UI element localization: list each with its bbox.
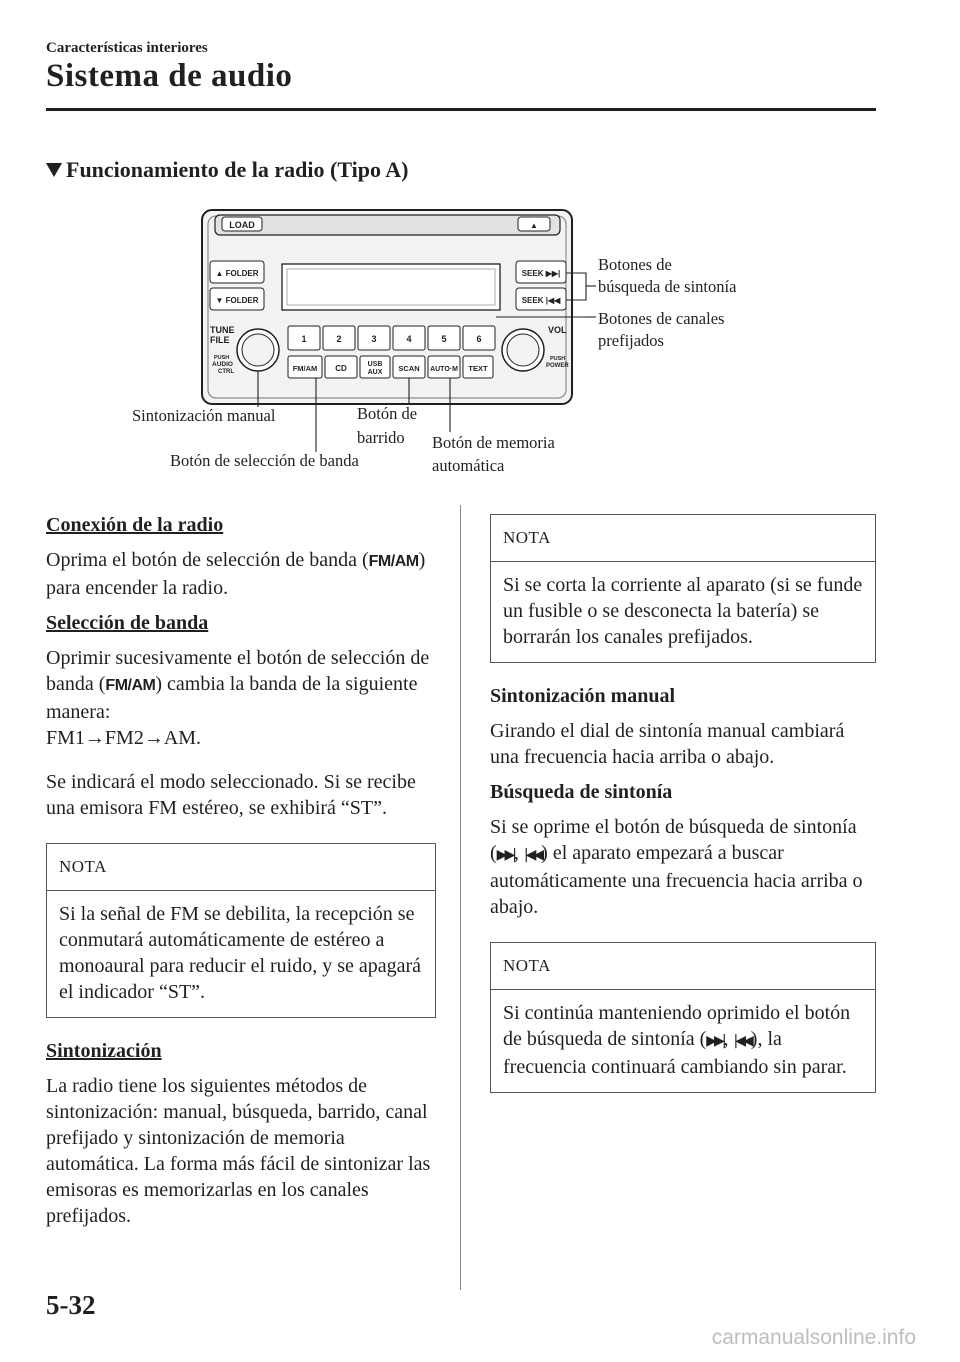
header-subtitle: Características interiores bbox=[46, 40, 208, 56]
note2-sep: , bbox=[723, 1028, 734, 1050]
radio-diagram bbox=[0, 200, 960, 490]
fm-am-inline-button: FM/AM bbox=[368, 553, 419, 570]
section-title-text: Funcionamiento de la radio (Tipo A) bbox=[66, 157, 409, 182]
ctrl-label: CTRL bbox=[218, 369, 234, 375]
paragraph-tuning: La radio tiene los siguientes métodos de sintonización: manual, búsqueda, barrido, canal prefijado y sintonización de memoria automática. La forma más fácil de sintonizar las emisoras es memorizarlas en los canales prefijados. bbox=[46, 1075, 431, 1227]
note1-label: NOTA bbox=[491, 515, 875, 562]
cd-slot bbox=[215, 215, 560, 235]
folder-up-label: ▲ FOLDER bbox=[215, 269, 259, 278]
tune-label: TUNE bbox=[210, 325, 235, 335]
seek-next-icon-2: ▶▶| bbox=[706, 1033, 724, 1049]
triangle-down-icon bbox=[46, 163, 62, 177]
callout-band: Botón de selección de banda bbox=[170, 451, 359, 470]
paragraph-connect bbox=[46, 547, 436, 601]
file-label: FILE bbox=[210, 335, 230, 345]
fm-am-label: FM/AM bbox=[292, 364, 318, 373]
paragraph-mode: Se indicará el modo seleccionado. Si se recibe una emisora FM estéreo, se exhibirá “ST”. bbox=[46, 771, 416, 819]
preset-label-5: 5 bbox=[441, 334, 447, 344]
page-title: Sistema de audio bbox=[46, 58, 293, 94]
note-text: Si la señal de FM se debilita, la recepción se conmutará automáticamente de estéreo a monoaural para reducir el ruido, y se apagará el indicador “ST”. bbox=[59, 903, 422, 1003]
cd-label: CD bbox=[335, 364, 347, 373]
callout-scan-2: barrido bbox=[357, 428, 405, 447]
note-box-seek bbox=[490, 942, 876, 1093]
text-label: TEXT bbox=[468, 364, 488, 373]
preset-label-1: 1 bbox=[301, 334, 307, 344]
seek-down-label: SEEK |◀◀ bbox=[521, 296, 561, 305]
callout-automem-2: automática bbox=[432, 456, 505, 475]
display-screen bbox=[282, 264, 500, 310]
callout-seek-2: búsqueda de sintonía bbox=[598, 277, 737, 296]
paragraph-band-a: Oprimir sucesivamente el botón de selección de banda ( bbox=[46, 647, 430, 695]
paragraph-seek-b: ) el aparato empezará a buscar automáticamente una frecuencia hacia arriba o abajo. bbox=[490, 842, 863, 918]
auto-m-label: AUTO·M bbox=[430, 366, 458, 373]
preset-label-4: 4 bbox=[406, 334, 412, 344]
paragraph-seek bbox=[490, 814, 876, 920]
callout-automem-1: Botón de memoria bbox=[432, 433, 555, 452]
folder-down-label: ▼ FOLDER bbox=[215, 296, 259, 305]
callout-seek-1: Botones de bbox=[598, 255, 672, 274]
paragraph-seek-a: Si se oprime el botón de búsqueda de sintonía ( bbox=[490, 816, 857, 864]
left-column bbox=[46, 512, 436, 1238]
callout-scan-1: Botón de bbox=[357, 404, 418, 423]
seek-prev-icon-2: |◀◀ bbox=[733, 1033, 751, 1049]
preset-label-6: 6 bbox=[476, 334, 482, 344]
note2-text-b: ), la frecuencia continuará cambiando sin parar. bbox=[503, 1028, 847, 1078]
preset-label-2: 2 bbox=[336, 334, 342, 344]
power-label: POWER bbox=[546, 363, 569, 369]
heading-seek: Búsqueda de sintonía bbox=[490, 781, 673, 803]
note2-text bbox=[491, 990, 875, 1092]
section-title bbox=[46, 157, 408, 183]
paragraph-connect-a: Oprima el botón de selección de banda ( bbox=[46, 549, 369, 571]
paragraph-connect-b: ) para encender la radio. bbox=[46, 549, 426, 599]
eject-icon: ▲ bbox=[530, 221, 538, 230]
audio-label: AUDIO bbox=[212, 361, 233, 368]
heading-manual: Sintonización manual bbox=[490, 685, 676, 707]
watermark: carmanualsonline.info bbox=[711, 1326, 916, 1349]
callout-preset-1: Botones de canales bbox=[598, 309, 725, 328]
paragraph-manual: Girando el dial de sintonía manual cambiará una frecuencia hacia arriba o abajo. bbox=[490, 720, 845, 768]
push-label: PUSH bbox=[214, 355, 230, 361]
aux-label: AUX bbox=[367, 369, 383, 376]
callout-preset-2: prefijados bbox=[598, 331, 664, 350]
band-sequence: FM1→FM2→AM. bbox=[46, 727, 202, 749]
note2-text-a: Si continúa manteniendo oprimido el botón de búsqueda de sintonía ( bbox=[503, 1002, 851, 1050]
seek-prev-icon: |◀◀ bbox=[523, 847, 542, 863]
seek-up-label: SEEK ▶▶| bbox=[521, 269, 561, 278]
note2-label: NOTA bbox=[491, 943, 875, 990]
scan-label: SCAN bbox=[398, 364, 420, 373]
callout-manual: Sintonización manual bbox=[132, 406, 276, 425]
heading-connect: Conexión de la radio bbox=[46, 514, 224, 536]
note-label: NOTA bbox=[47, 844, 435, 891]
paragraph-band-b: ) cambia la banda de la siguiente manera: bbox=[46, 673, 418, 723]
page-number: 5-32 bbox=[46, 1290, 96, 1320]
load-label: LOAD bbox=[229, 220, 255, 230]
paragraph-seek-sep: , bbox=[513, 842, 524, 864]
note-box-fm bbox=[46, 843, 436, 1018]
heading-band: Selección de banda bbox=[46, 612, 209, 634]
header-rule bbox=[46, 108, 876, 111]
vol-label: VOL bbox=[548, 325, 567, 335]
column-divider bbox=[460, 505, 461, 1290]
usb-label: USB bbox=[367, 361, 383, 368]
power-push-label: PUSH bbox=[550, 356, 566, 362]
preset-label-3: 3 bbox=[371, 334, 377, 344]
seek-next-icon: ▶▶| bbox=[496, 847, 514, 863]
paragraph-band bbox=[46, 645, 436, 751]
heading-tuning: Sintonización bbox=[46, 1040, 162, 1062]
note-box-power bbox=[490, 514, 876, 663]
right-column bbox=[490, 512, 876, 1113]
note1-text: Si se corta la corriente al aparato (si se funde un fusible o se desconecta la batería) se borrarán los canales prefijados. bbox=[503, 574, 863, 648]
fm-am-inline-button-2: FM/AM bbox=[105, 677, 156, 694]
